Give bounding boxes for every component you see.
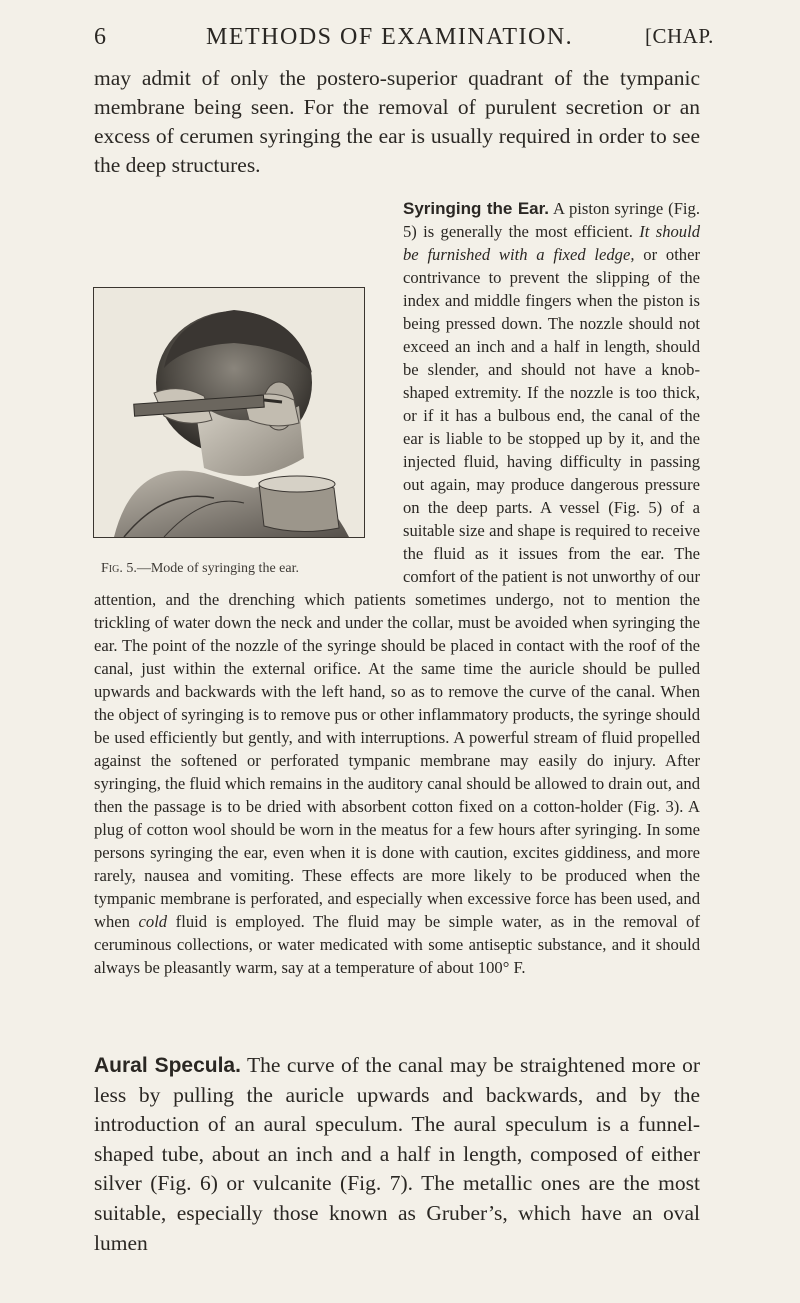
section-heading-syringing: Syringing the Ear.	[403, 199, 550, 218]
figure-5	[93, 287, 389, 583]
section-heading-aural-specula: Aural Specula.	[94, 1054, 241, 1077]
syringing-text-3: fluid is employed. The fluid may be simple water, as in the removal of ceruminous collections, or water medicated with some antiseptic substance, and it should always be pleasantly warm, say at a temperature of about 100° F.	[94, 912, 701, 977]
syringing-text-1: A piston syringe (Fig. 5) is generally the most efficient.	[403, 199, 700, 241]
aural-specula-paragraph	[94, 1051, 700, 1258]
syringing-italic-text: It should be furnished with a fixed ledge,	[403, 222, 701, 264]
figure-caption-text: —Mode of syringing the ear.	[136, 561, 299, 576]
running-title: METHODS OF EXAMINATION.	[206, 24, 574, 50]
aural-specula-text: The curve of the canal may be straightened more or less by pulling the auricle upwards and backwards, and by the introduction of an aural speculum. The aural speculum is a funnel-shaped tube, about an inch and a half in length, composed of either silver (Fig. 6) or vulcanite (Fig. 7). The metallic ones are the most suitable, especially those known as Gruber’s, which have an oval lumen	[94, 1053, 700, 1255]
chapter-mark: [CHAP.	[645, 24, 714, 48]
syringing-italic-cold: cold	[138, 912, 168, 931]
syringing-section	[94, 197, 700, 979]
page-header	[0, 22, 800, 52]
page-number: 6	[94, 24, 107, 50]
figure-5-illustration	[93, 287, 365, 538]
figure-5-caption	[101, 557, 299, 580]
syringing-engraving	[94, 288, 364, 537]
intro-paragraph: may admit of only the postero-superior quadrant of the tympanic membrane being seen. For the removal of purulent secretion or an excess of cerumen syringing the ear is usually required in order to see the deep structures.	[94, 66, 700, 177]
syringing-text-2: or other contrivance to prevent the slipping of the index and middle fingers when the piston is being pressed down. The nozzle should not exceed an inch and a half in length, should be slender, and should not have a knob-shaped extremity. If the nozzle is too thick, or if it has a bulbous end, the canal of the ear is liable to be stopped up by it, and the injected fluid, having difficulty in passing out again, may produce dangerous pressure on the deep parts. A vessel (Fig. 5) of a suitable size and shape is required to receive the fluid as it issues from the ear. The comfort of the patient is not unworthy of our attention, and the drenching which patients sometimes undergo, not to mention the trickling of water down the neck and under the collar, must be avoided when syringing the ear. The point of the nozzle of the syringe should be placed in contact with the roof of the canal, just within the external orifice. At the same time the auricle should be pulled upwards and backwards with the left hand, so as to remove the curve of the canal. When the object of syringing is to remove pus or other inflammatory products, the syringe should be used efficiently but gently, and with interruptions. A powerful stream of fluid propelled against the softened or perforated tympanic membrane may easily do injury. After syringing, the fluid which remains in the auditory canal should be allowed to drain out, and then the passage is to be dried with absorbent cotton fixed on a cotton-holder (Fig. 3). A plug of cotton wool should be worn in the meatus for a few hours after syringing. In some persons syringing the ear, even when it is done with caution, excites giddiness, and more rarely, nausea and vomiting. These effects are more likely to be produced when the tympanic membrane is perforated, and especially when excessive force has been used, and when	[94, 245, 700, 931]
figure-label: Fig. 5.	[101, 561, 137, 576]
